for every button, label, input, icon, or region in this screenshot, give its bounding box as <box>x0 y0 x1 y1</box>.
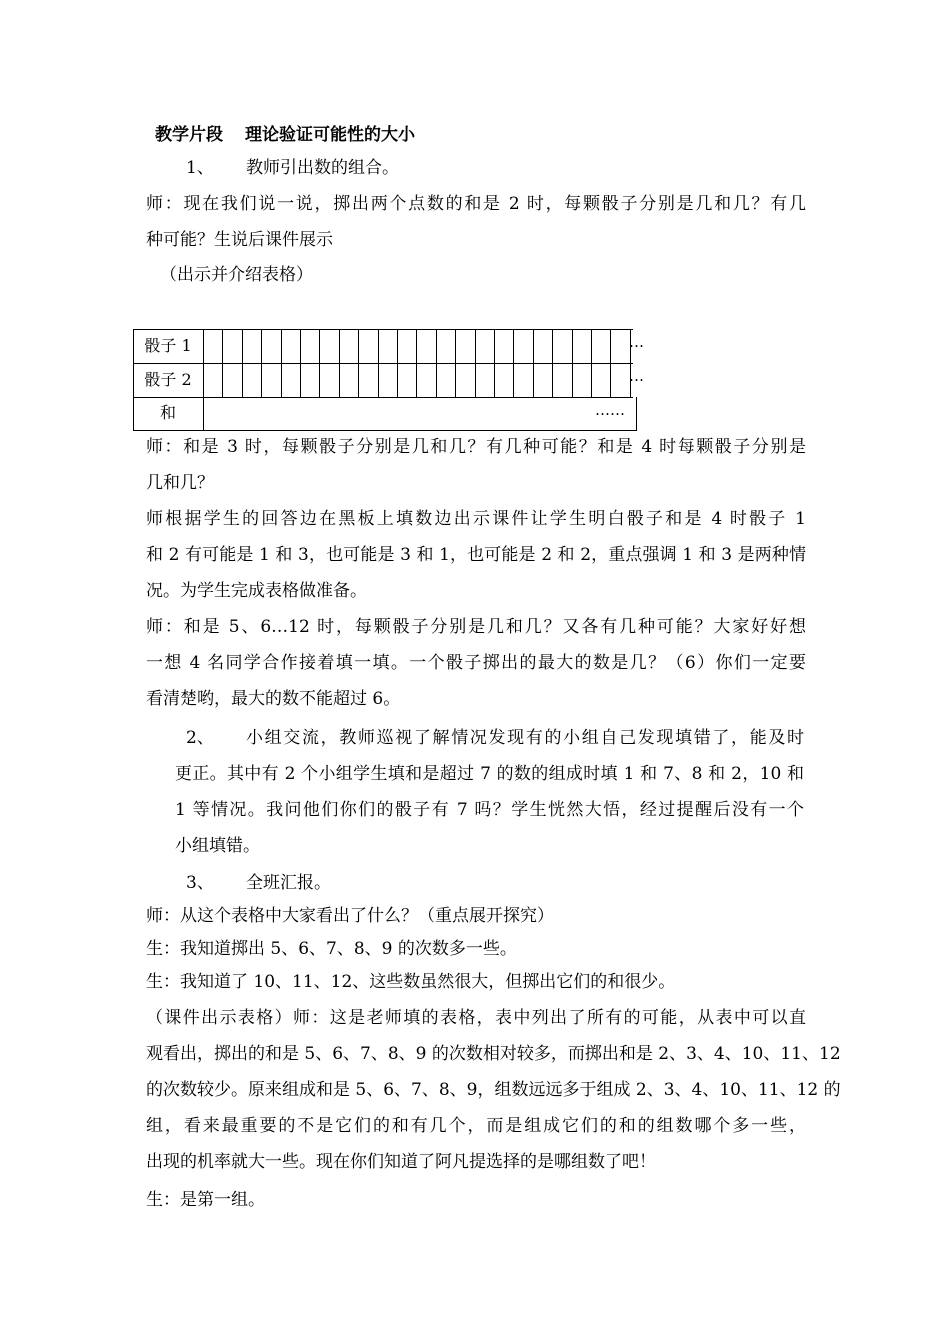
section-title <box>155 124 415 146</box>
row-dice2-label: 骰子 2 <box>144 370 192 389</box>
row2-ellipsis: … <box>629 367 644 385</box>
step-1 <box>186 157 214 179</box>
step-2-line1: 小组交流，教师巡视了解情况发现有的小组自己发现填错了，能及时 <box>246 728 804 748</box>
dialog-teacher-question: 师：从这个表格中大家看出了什么？（重点展开探究） <box>146 906 554 926</box>
para4-line3: 看清楚哟，最大的数不能超过 6。 <box>146 689 401 709</box>
para5-line2: 观看出，掷出的和是 5、6、7、8、9 的次数相对较多，而掷出和是 2、3、4、10、11、12 <box>146 1044 841 1064</box>
note-show-table: （出示并介绍表格） <box>160 265 313 285</box>
para5-line4: 组，看来最重要的不是它们的和有几个，而是组成它们的和的组数哪个多一些， <box>146 1116 806 1136</box>
para4-line2: 一想 4 名同学合作接着填一填。一个骰子掷出的最大的数是几？（6）你们一定要 <box>146 653 806 673</box>
section-title-part1: 教学片段 <box>155 125 223 145</box>
row1-ellipsis: … <box>629 333 644 351</box>
dice-table-grid <box>133 329 637 431</box>
final-student-answer: 生：是第一组。 <box>146 1190 265 1210</box>
row3-ellipsis: …… <box>595 401 625 419</box>
step-2-line4: 小组填错。 <box>175 836 260 856</box>
para5-line5: 出现的机率就大一些。现在你们知道了阿凡提选择的是哪组数了吧！ <box>146 1152 656 1172</box>
para1-line2: 种可能？生说后课件展示 <box>146 230 333 250</box>
step-1-number: 1、 <box>186 158 214 178</box>
row-sum-label: 和 <box>159 403 176 422</box>
section-title-part2: 理论验证可能性的大小 <box>245 125 415 145</box>
para3-line1: 师根据学生的回答边在黑板上填数边出示课件让学生明白骰子和是 4 时骰子 1 <box>146 509 806 529</box>
para2-line1: 师：和是 3 时，每颗骰子分别是几和几？有几种可能？和是 4 时每颗骰子分别是 <box>146 437 806 457</box>
para5-line3: 的次数较少。原来组成和是 5、6、7、8、9，组数远远多于组成 2、3、4、10、11、12 的 <box>146 1080 841 1100</box>
step-2-number: 2、 <box>186 728 214 748</box>
para3-line3: 况。为学生完成表格做准备。 <box>146 581 367 601</box>
para4-line1: 师：和是 5、6…12 时，每颗骰子分别是几和几？又各有几种可能？大家好好想 <box>146 617 806 637</box>
step-3-text: 全班汇报。 <box>246 873 331 893</box>
step-1-text: 教师引出数的组合。 <box>246 158 399 178</box>
step-3-number: 3、 <box>186 873 214 893</box>
para1-line1: 师：现在我们说一说，掷出两个点数的和是 2 时，每颗骰子分别是几和几？有几 <box>146 194 806 214</box>
step-2-line3: 1 等情况。我问他们你们的骰子有 7 吗？学生恍然大悟，经过提醒后没有一个 <box>175 800 804 820</box>
para3-line2: 和 2 有可能是 1 和 3，也可能是 3 和 1，也可能是 2 和 2，重点强调 1 和 3 是两种情 <box>146 545 806 565</box>
row-dice1-label: 骰子 1 <box>144 336 192 355</box>
step-2-line2: 更正。其中有 2 个小组学生填和是超过 7 的数的组成时填 1 和 7、8 和 2，10 和 <box>175 764 804 784</box>
dialog-student-answer2: 生：我知道了 10、11、12、这些数虽然很大，但掷出它们的和很少。 <box>146 972 676 992</box>
para5-line1: （课件出示表格）师：这是老师填的表格，表中列出了所有的可能，从表中可以直 <box>146 1008 806 1028</box>
dialog-student-answer1: 生：我知道掷出 5、6、7、8、9 的次数多一些。 <box>146 939 517 959</box>
dice-table <box>133 329 644 431</box>
para2-line2: 几和几？ <box>146 473 214 493</box>
